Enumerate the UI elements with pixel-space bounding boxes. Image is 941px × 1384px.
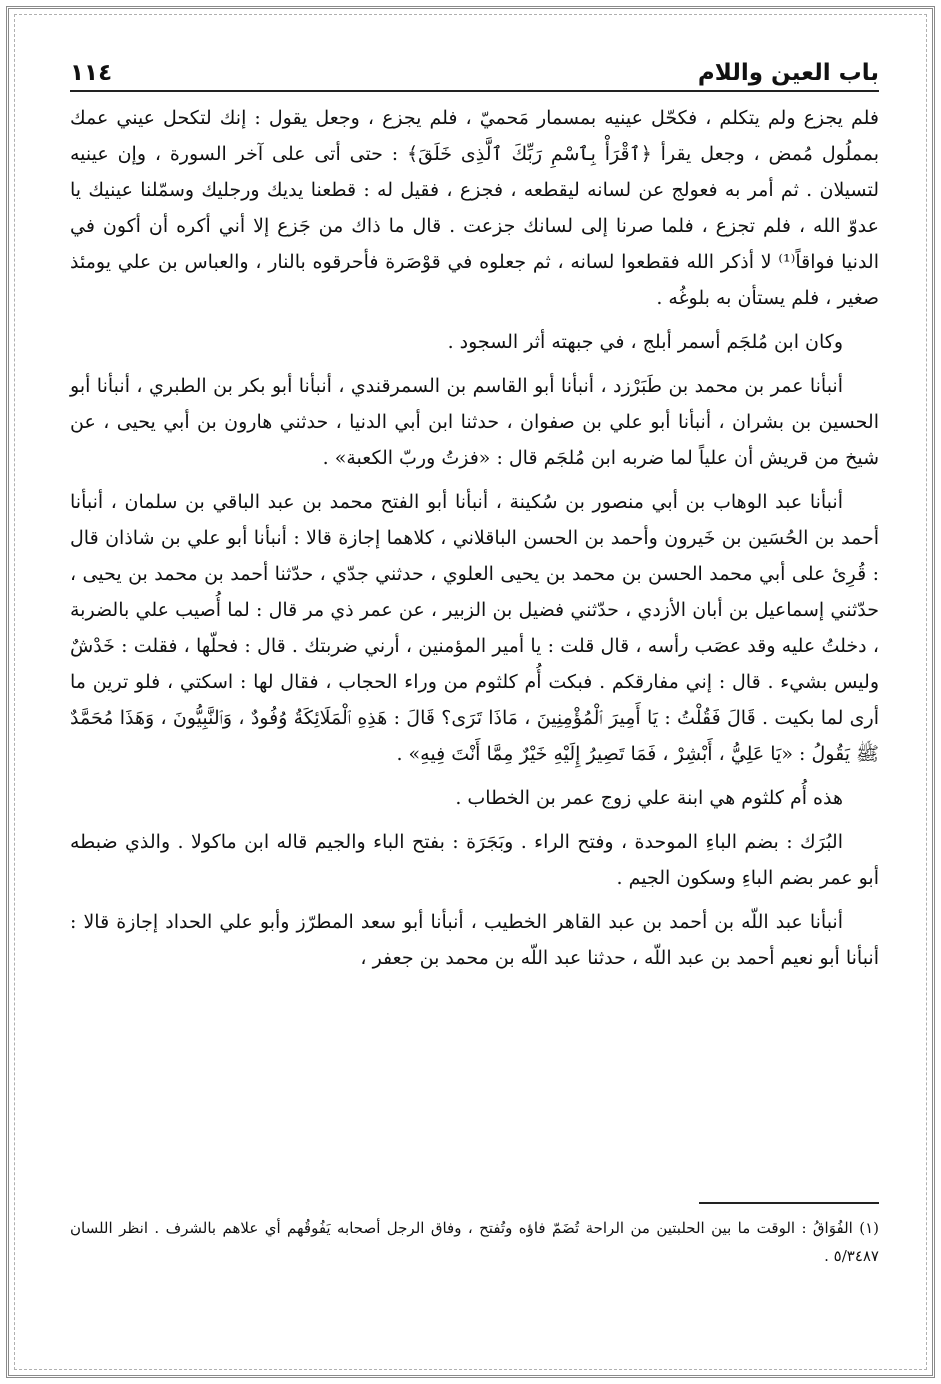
- book-page: [70, 52, 879, 1354]
- paragraph-4: أنبأنا عبد الوهاب بن أبي منصور بن سُكينة ، أنبأنا أبو الفتح محمد بن عبد الباقي بن سلمان ، أنبأنا أحمد بن الحُسَين بن خَيرون وأحمد بن الحسن الباقلاني ، كلاهما إجازة قالا : أنبأنا أبو علي بن شاذان قال : قُرِئ على أبي محمد الحسن بن محمد بن يحيى العلوي ، حدثني جدّي ، حدّثنا أحمد بن محمد بن يحيى ، حدّثني إسماعيل بن أبان الأزدي ، حدّثني فضيل بن الزبير ، عن عمر ذي مر قال : لما أُصيب علي بالضربة ، دخلتُ عليه وقد عصَب رأسه ، قال قلت : يا أمير المؤمنين ، أرني ضربتك . قال : فحلّها ، فقلت : خَدْشٌ وليس بشيء . قال : إني مفارقكم . فبكت أُم كلثوم من وراء الحجاب ، فقال لها : اسكتي ، فلو ترين ما أرى لما بكيت . قَالَ فَقُلْتُ : يَا أَمِيرَ ٱلْمُؤْمِنِينَ ، مَاذَا تَرَى؟ قَالَ : هَذِهِ ٱلْمَلَائِكَةُ وُفُودٌ ، وَٱلنَّبِيُّونَ ، وَهَذَا مُحَمَّدٌ ﷺ يَقُولُ : «يَا عَلِيُّ ، أَبْشِرْ ، فَمَا تَصِيرُ إِلَيْهِ خَيْرٌ مِمَّا أَنْتَ فِيهِ» .: [70, 491, 879, 765]
- running-header: [70, 52, 879, 92]
- paragraph-7: أنبأنا عبد اللّه بن أحمد بن عبد القاهر الخطيب ، أنبأنا أبو سعد المطرّز وأبو علي الحداد إجازة قالا : أنبأنا أبو نعيم أحمد بن عبد اللّه ، حدثنا عبد اللّه بن محمد بن جعفر ،: [70, 911, 879, 969]
- chapter-title: باب العين واللام: [697, 60, 879, 86]
- paragraph-6: البُرَك : بضم الباءِ الموحدة ، وفتح الراء . وبَجَرَة : بفتح الباء والجيم قاله ابن ماكولا . والذي ضبطه أبو عمر بضم الباءِ وسكون الجيم .: [70, 831, 879, 889]
- paragraph-1: فلم يجزع ولم يتكلم ، فكحّل عينيه بمسمار مَحميّ ، فلم يجزع ، وجعل يقول : إنك لتكحل عيني عمك بمملُول مُمض ، وجعل يقرأ ﴿ٱقْرَأْ بِٱسْمِ رَبِّكَ ٱلَّذِى خَلَقَ﴾ : حتى أتى على آخر السورة ، وإن عينيه لتسيلان . ثم أمر به فعولج عن لسانه ليقطعه ، فجزع ، فقيل له : قطعنا يديك ورجليك وسمّلنا عينيك يا عدوّ الله ، فلم تجزع ، فلما صرنا إلى لسانك جزعت . قال ما ذاك من جَزع إلا أني أكره أن أكون في الدنيا فواقاً⁽¹⁾ لا أذكر الله فقطعوا لسانه ، ثم جعلوه في قوْصَرة فأحرقوه بالنار ، والعباس بن علي يومئذ صغير ، فلم يستأن به بلوغُه .: [70, 107, 879, 309]
- page-number: ١١٤: [70, 60, 113, 86]
- paragraph-2: وكان ابن مُلجَم أسمر أبلج ، في جبهته أثر السجود .: [447, 331, 843, 353]
- main-text: [70, 100, 879, 976]
- footnote: (١) الفُوَاقُ : الوقت ما بين الحلبتين من الراحة تُضَمّ فاؤه وتُفتح ، وفاق الرجل أصحابه يَفُوقُهم أي علاهم بالشرف . انظر اللسان ٥/٣٤٨٧ .: [70, 1219, 879, 1265]
- footnote-divider: [699, 1202, 879, 1204]
- paragraph-5: هذه أُم كلثوم هي ابنة علي زوج عمر بن الخطاب .: [455, 787, 843, 809]
- paragraph-3: أنبأنا عمر بن محمد بن طَبَرْزد ، أنبأنا أبو القاسم بن السمرقندي ، أنبأنا أبو بكر بن الطبري ، أنبأنا أبو الحسين بن بشران ، أنبأنا أبو علي بن صفوان ، حدثنا ابن أبي الدنيا ، حدثني هارون بن أبي يحيى ، عن شيخ من قريش أن علياً لما ضربه ابن مُلجَم قال : «فزتُ وربّ الكعبة» .: [70, 375, 879, 469]
